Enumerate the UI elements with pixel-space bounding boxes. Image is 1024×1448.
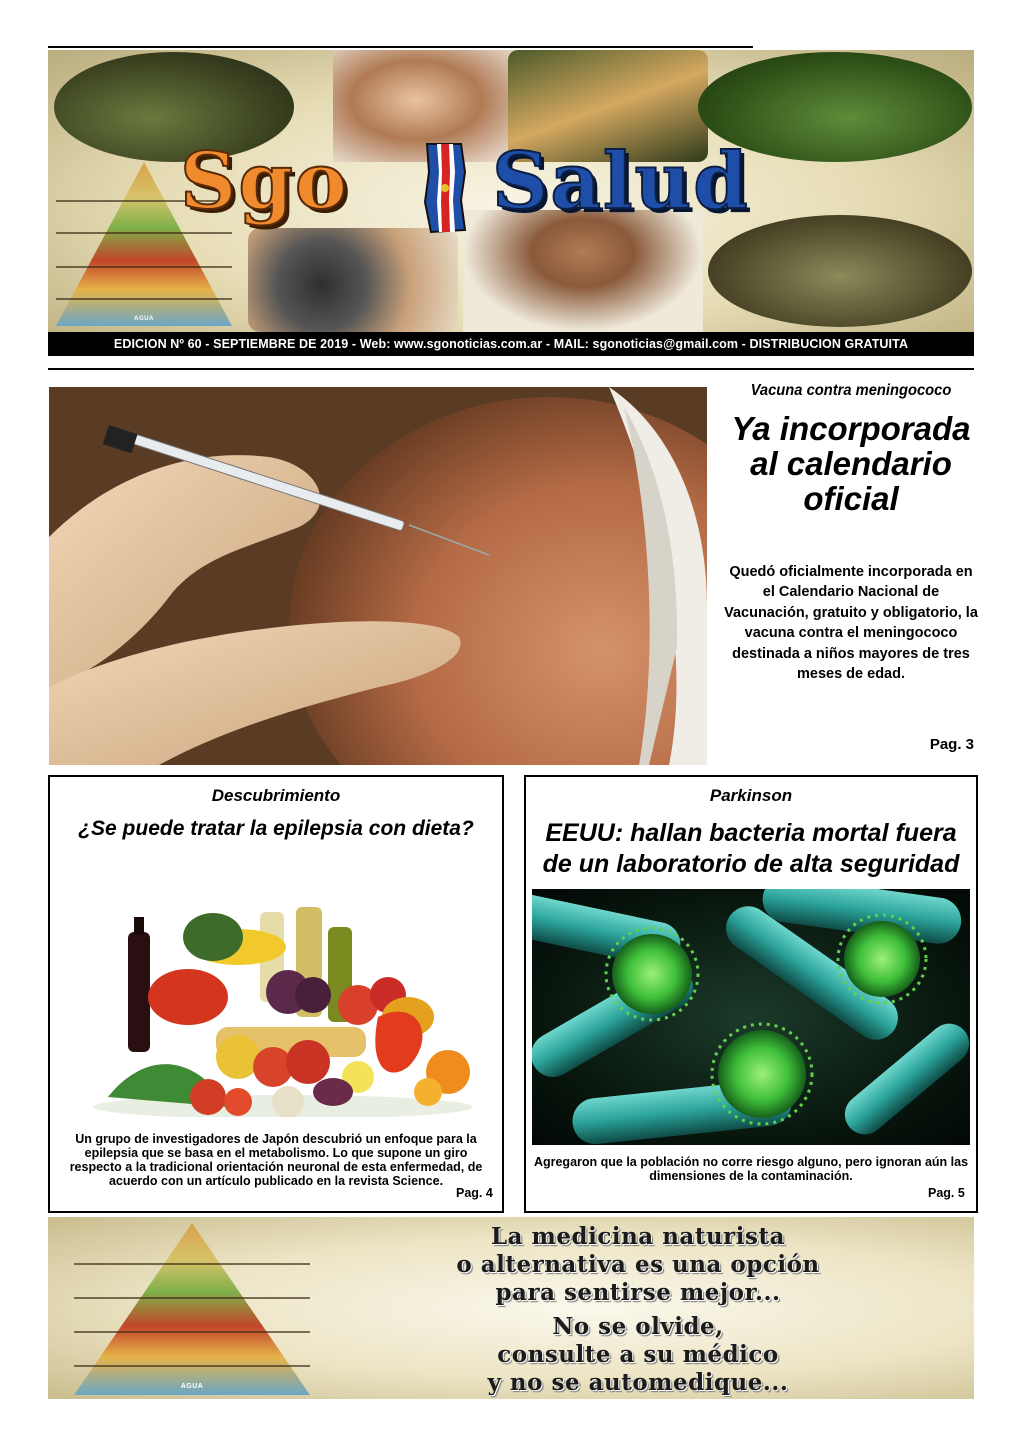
top-rule bbox=[48, 46, 753, 48]
food-pyramid-image bbox=[74, 1223, 310, 1395]
vaccine-injection-photo bbox=[49, 387, 707, 765]
story-bacteria bbox=[524, 775, 978, 1213]
santiago-flag-map-icon bbox=[421, 142, 469, 234]
lead-kicker: Vacuna contra meningococo bbox=[750, 382, 952, 399]
lead-page-ref: Pag. 3 bbox=[929, 736, 974, 753]
story-epilepsia bbox=[48, 775, 504, 1213]
logo-sgo: Sgo bbox=[180, 136, 349, 227]
ad-line: y no se automedique... bbox=[487, 1369, 789, 1396]
syringe-arm-illustration bbox=[49, 387, 707, 765]
ad-line: consulte a su médico bbox=[497, 1341, 779, 1368]
naturist-medicine-ad bbox=[48, 1217, 974, 1399]
story-kicker: Descubrimiento bbox=[211, 786, 341, 805]
section-rule bbox=[48, 368, 974, 370]
fitness-woman-photo bbox=[463, 210, 703, 332]
healthy-food-photo bbox=[88, 877, 478, 1117]
story-headline: EEUU: hallan bacteria mortal fuera de un laboratorio de alta seguridad bbox=[542, 819, 960, 878]
story-page-ref: Pag. 4 bbox=[456, 1186, 493, 1200]
story-summary: Agregaron que la población no corre riesgo alguno, pero ignoran aún las dimensiones de la contaminación. bbox=[533, 1155, 969, 1183]
pyramid-water-label: AGUA bbox=[180, 1383, 204, 1390]
bacteria-illustration bbox=[532, 889, 970, 1145]
lead-summary: Quedó oficialmente incorporada en el Calendario Nacional de Vacunación, gratuito y obligatorio, la vacuna contra el meningococo destinada a niños mayores de tres meses de edad. bbox=[724, 564, 978, 683]
masthead-banner bbox=[48, 50, 974, 332]
story-summary: Un grupo de investigadores de Japón descubrió un enfoque para la epilepsia que se basa en el metabolismo. Lo que supone un giro respecto a la tradicional orientación neuronal de esta enfermedad, de acuerdo con un artículo publicado en la revista Science. bbox=[69, 1132, 483, 1188]
story-headline: ¿Se puede tratar la epilepsia con dieta? bbox=[78, 817, 474, 840]
ad-line: La medicina naturista bbox=[490, 1223, 786, 1250]
pyramid-water-label: AGUA bbox=[134, 316, 154, 322]
family-running-photo bbox=[708, 215, 972, 327]
ad-line: o alternativa es una opción bbox=[456, 1251, 820, 1278]
ad-line: para sentirse mejor... bbox=[495, 1279, 781, 1306]
logo-salud: Salud bbox=[492, 136, 750, 227]
story-page-ref: Pag. 5 bbox=[928, 1186, 965, 1200]
bacteria-microscope-image bbox=[532, 889, 970, 1145]
story-kicker: Parkinson bbox=[709, 786, 793, 805]
lead-headline: Ya incorporada al calendario oficial bbox=[731, 410, 971, 517]
dumbbells-water-fruit-photo bbox=[248, 228, 458, 332]
ad-line: No se olvide, bbox=[552, 1313, 724, 1340]
edition-info-bar: EDICION Nº 60 - SEPTIEMBRE DE 2019 - Web: www.sgonoticias.com.ar - MAIL: sgonoticias@gmail.com - DISTRIBUCION GRATUITA bbox=[48, 332, 974, 356]
